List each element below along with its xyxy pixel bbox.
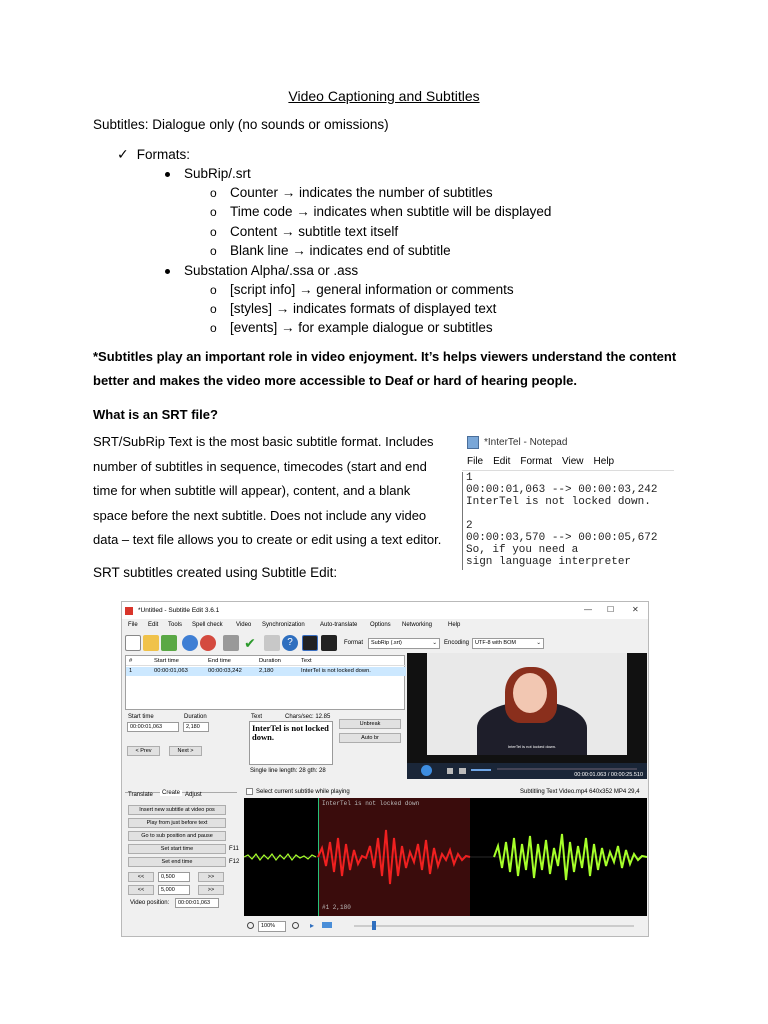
auto-br-button[interactable]: Auto br bbox=[339, 733, 401, 743]
list-item: o [events] → for example dialogue or subtitles bbox=[210, 320, 493, 335]
note-line-2: better and makes the video more accessible to Deaf or hard of hearing people. bbox=[93, 373, 578, 388]
set-end-time-button[interactable]: Set end time bbox=[128, 857, 226, 867]
toolbar bbox=[122, 633, 648, 653]
waveform-subtitle-label: InterTel is not locked down bbox=[322, 800, 420, 807]
unbreak-button[interactable]: Unbreak bbox=[339, 719, 401, 729]
subtitle-text-editor[interactable]: InterTel is not locked down. bbox=[249, 721, 333, 765]
next-button[interactable]: Next > bbox=[169, 746, 202, 756]
menu-format[interactable]: Format bbox=[520, 456, 553, 467]
tab-adjust[interactable]: Adjust bbox=[185, 792, 202, 798]
circle-bullet-icon: o bbox=[210, 283, 217, 297]
step-back-large-button[interactable]: << bbox=[128, 885, 154, 895]
shortcut-f11: F11 bbox=[229, 846, 239, 852]
paragraph-line: number of subtitles in sequence, timecodes (start and end bbox=[93, 458, 427, 474]
save-icon[interactable] bbox=[161, 635, 177, 651]
play-icon[interactable]: ▸ bbox=[310, 921, 315, 930]
find-icon[interactable] bbox=[182, 635, 198, 651]
paragraph-line: time for when subtitle will appear), content, and a blank bbox=[93, 483, 411, 498]
checkmark-icon: ✓ bbox=[117, 146, 129, 162]
window-title: *Untitled - Subtitle Edit 3.6.1 bbox=[138, 607, 220, 614]
select-while-playing-checkbox[interactable] bbox=[246, 788, 253, 795]
list-item: o Blank line → indicates end of subtitle bbox=[210, 243, 451, 258]
video-position-label: Video position: bbox=[130, 900, 170, 906]
step-large-input[interactable]: 5,000 bbox=[158, 885, 190, 895]
menu-edit[interactable]: Edit bbox=[148, 622, 159, 628]
notepad-text[interactable]: 1 00:00:01,063 --> 00:00:03,242 InterTel is not locked down. 2 00:00:03,570 --> 00:00:05,672 So, if you need a sign language interpreter bbox=[466, 472, 658, 568]
prev-button[interactable]: < Prev bbox=[127, 746, 160, 756]
format-select[interactable]: SubRip (.srt) ⌄ bbox=[368, 638, 440, 649]
circle-bullet-icon: o bbox=[210, 225, 217, 239]
seek-bar[interactable] bbox=[497, 768, 637, 770]
circle-bullet-icon: o bbox=[210, 186, 217, 200]
open-folder-icon[interactable] bbox=[143, 635, 159, 651]
list-header: # Start time End time Duration Text bbox=[126, 656, 406, 666]
waveform-toggle-icon[interactable] bbox=[302, 635, 318, 651]
circle-bullet-icon: o bbox=[210, 205, 217, 219]
menu-auto-translate[interactable]: Auto-translate bbox=[320, 622, 358, 628]
duration-input[interactable]: 2,180 bbox=[183, 722, 209, 732]
format-item-ssa: Substation Alpha/.ssa or .ass bbox=[165, 263, 358, 278]
menu-options[interactable]: Options bbox=[370, 622, 391, 628]
new-file-icon[interactable] bbox=[125, 635, 141, 651]
tab-translate[interactable]: Translate bbox=[128, 792, 153, 798]
replace-icon[interactable] bbox=[200, 635, 216, 651]
go-to-sub-button[interactable]: Go to sub position and pause bbox=[128, 831, 226, 841]
line-length: Single line length: 28 gth: 28 bbox=[250, 768, 326, 774]
page-title: Video Captioning and Subtitles bbox=[288, 88, 480, 104]
menu-view[interactable]: View bbox=[562, 456, 584, 467]
minimize-icon[interactable]: — bbox=[584, 605, 592, 614]
text-label: Text bbox=[251, 714, 263, 720]
video-player[interactable] bbox=[407, 653, 647, 779]
play-before-text-button[interactable]: Play from just before text bbox=[128, 818, 226, 828]
menu-edit[interactable]: Edit bbox=[493, 456, 511, 467]
chevron-down-icon: ⌄ bbox=[432, 640, 437, 646]
intro-line: Subtitles: Dialogue only (no sounds or omissions) bbox=[93, 117, 389, 132]
paragraph-line: SRT/SubRip Text is the most basic subtitle format. Includes bbox=[93, 434, 434, 449]
menu-file[interactable]: File bbox=[128, 622, 138, 628]
paragraph-line: data – text file allows you to create or edit using a text editor. bbox=[93, 532, 442, 547]
visual-sync-icon[interactable] bbox=[223, 635, 239, 651]
window-titlebar bbox=[122, 602, 648, 619]
list-item: o [styles] → indicates formats of displayed text bbox=[210, 301, 497, 316]
menu-tools[interactable]: Tools bbox=[168, 622, 183, 628]
waveform-subtitle-id: #1 2,180 bbox=[322, 904, 351, 911]
menu-synchronization[interactable]: Synchronization bbox=[262, 622, 305, 628]
skip-icon[interactable] bbox=[322, 922, 332, 928]
note-line-1: *Subtitles play an important role in video enjoyment. It’s helps viewers understand the content bbox=[93, 349, 677, 364]
bullet-icon bbox=[165, 269, 170, 274]
video-controls bbox=[407, 763, 647, 779]
duration-label: Duration bbox=[184, 714, 207, 720]
waveform-graph bbox=[244, 798, 647, 916]
menu-file[interactable]: File bbox=[467, 456, 484, 467]
zoom-out-icon[interactable] bbox=[292, 922, 299, 929]
maximize-icon[interactable]: ☐ bbox=[607, 605, 615, 614]
chevron-down-icon: ⌄ bbox=[536, 640, 541, 646]
notepad-screenshot bbox=[462, 432, 674, 572]
notepad-menu bbox=[467, 456, 624, 467]
person-face bbox=[513, 673, 547, 713]
step-forward-button[interactable]: >> bbox=[198, 872, 224, 882]
step-back-button[interactable]: << bbox=[128, 872, 154, 882]
audio-waveform[interactable] bbox=[244, 798, 647, 916]
subtitle-edit-window bbox=[121, 601, 649, 937]
subtitle-list[interactable] bbox=[125, 655, 405, 710]
divider bbox=[462, 470, 674, 471]
shortcut-f12: F12 bbox=[229, 859, 240, 865]
circle-bullet-icon: o bbox=[210, 321, 217, 335]
circle-bullet-icon: o bbox=[210, 244, 217, 258]
zoom-select[interactable]: 100% bbox=[258, 921, 286, 932]
tab-create[interactable]: Create bbox=[162, 790, 181, 796]
video-frame bbox=[427, 653, 627, 755]
caption: SRT subtitles created using Subtitle Edit: bbox=[93, 565, 338, 580]
srt-heading: What is an SRT file? bbox=[93, 407, 218, 422]
zoom-icon bbox=[247, 922, 254, 929]
formats-label: Formats: bbox=[136, 147, 190, 162]
bullet-icon bbox=[165, 172, 170, 177]
start-time-input[interactable]: 00:00:01,063 bbox=[127, 722, 179, 732]
play-icon[interactable] bbox=[421, 765, 432, 776]
srt-paragraph bbox=[93, 430, 463, 553]
video-toggle-icon[interactable] bbox=[321, 635, 337, 651]
spell-check-icon[interactable]: ✔ bbox=[244, 635, 256, 651]
format-item-srt: SubRip/.srt bbox=[165, 166, 251, 181]
waveform-controls bbox=[244, 918, 647, 934]
set-start-time-button[interactable]: Set start time bbox=[128, 844, 226, 854]
menubar bbox=[122, 620, 648, 632]
help-icon[interactable]: ? bbox=[282, 635, 298, 651]
scroll-thumb[interactable] bbox=[372, 921, 376, 930]
close-icon[interactable]: ✕ bbox=[632, 605, 639, 614]
video-position-input[interactable]: 00:00:01,063 bbox=[175, 898, 219, 908]
list-item: o Time code → indicates when subtitle will be displayed bbox=[210, 204, 552, 219]
list-item: o Counter → indicates the number of subtitles bbox=[210, 185, 493, 200]
notepad-title: *InterTel - Notepad bbox=[467, 436, 567, 449]
step-forward-large-button[interactable]: >> bbox=[198, 885, 224, 895]
insert-subtitle-button[interactable]: Insert new subtitle at video pos bbox=[128, 805, 226, 815]
menu-networking[interactable]: Networking bbox=[402, 622, 433, 628]
step-small-input[interactable]: 0,500 bbox=[158, 872, 190, 882]
menu-help[interactable]: Help bbox=[448, 622, 461, 628]
paragraph-line: space before the next subtitle. Does not include any video bbox=[93, 507, 427, 523]
format-label: Format bbox=[344, 640, 364, 646]
start-time-label: Start time bbox=[128, 714, 154, 720]
notepad-icon bbox=[467, 436, 479, 449]
formats-heading bbox=[117, 146, 190, 163]
table-row[interactable]: 1 00:00:01,063 00:00:03,242 2,180 InterTel is not locked down. bbox=[126, 667, 406, 676]
circle-bullet-icon: o bbox=[210, 302, 217, 316]
select-while-playing-label: Select current subtitle while playing bbox=[256, 789, 350, 795]
menu-spell-check[interactable]: Spell check bbox=[192, 622, 223, 628]
menu-video[interactable]: Video bbox=[236, 622, 252, 628]
waveform-scrollbar[interactable] bbox=[354, 925, 634, 927]
encoding-label: Encoding bbox=[444, 640, 470, 646]
mute-icon[interactable] bbox=[459, 768, 466, 774]
video-file-info: Subtitling Text Video.mp4 640x352 MP4 29,4 bbox=[520, 789, 640, 795]
video-time: 00:00:01.063 / 00:00:25.510 bbox=[574, 772, 643, 778]
settings-icon[interactable] bbox=[264, 635, 280, 651]
chars-per-sec: Chars/sec: 12.85 bbox=[285, 714, 331, 720]
text-caret bbox=[462, 472, 463, 570]
volume-slider[interactable] bbox=[471, 769, 491, 771]
encoding-select[interactable]: UTF-8 with BOM ⌄ bbox=[472, 638, 544, 649]
app-logo-icon bbox=[125, 607, 133, 615]
stop-icon[interactable] bbox=[447, 768, 453, 774]
list-item: o Content → subtitle text itself bbox=[210, 224, 399, 239]
video-subtitle: InterTel is not locked down. bbox=[507, 744, 557, 749]
list-item: o [script info] → general information or comments bbox=[210, 282, 514, 297]
menu-help[interactable]: Help bbox=[593, 456, 615, 467]
